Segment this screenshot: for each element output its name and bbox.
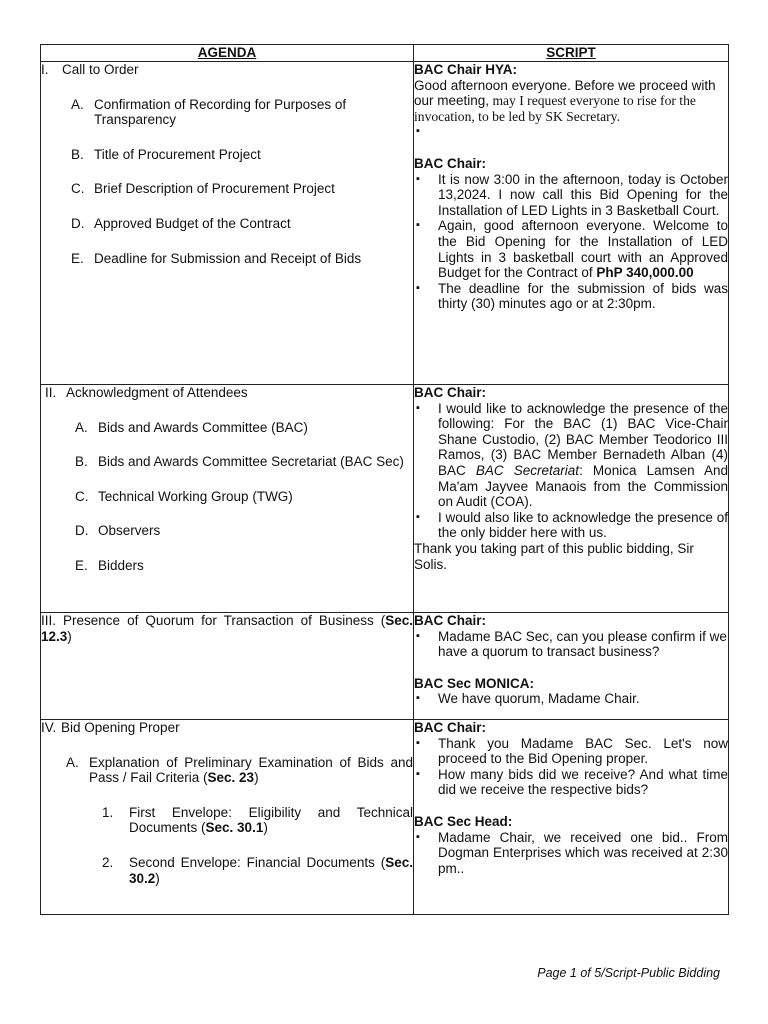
table-header-row: [41, 45, 729, 62]
item-letter: A.: [75, 419, 88, 435]
speaker-label: BAC Chair:: [414, 155, 487, 171]
script-cell: [414, 720, 729, 915]
item-text-part: Second Envelope: Financial Documents (: [129, 854, 386, 870]
script-cell: [414, 613, 729, 720]
agenda-subitem: [102, 855, 413, 886]
section-title: Bid Opening Proper: [61, 720, 180, 735]
item-text-part: ): [263, 820, 268, 836]
bullet-item: [438, 401, 728, 510]
agenda-item: [71, 147, 413, 163]
agenda-item: [71, 97, 413, 128]
item-text: Title of Procurement Project: [94, 146, 261, 162]
section-title: Call to Order: [62, 62, 139, 77]
section-number: I.: [41, 62, 49, 77]
agenda-section: [41, 613, 413, 644]
bullet-item: ▪ It is now 3:00 in the afternoon, today is October 13,2024. I now call this Bid Opening for the Installation of LED Lights in 3 Basketball Court.: [438, 172, 728, 219]
script-text: may I request everyone to rise for the invocation, to be led by SK Secretary.: [414, 93, 696, 124]
bullet-item: ▪ We have quorum, Madame Chair.: [438, 691, 728, 707]
item-text: [129, 805, 413, 836]
bullet-item: ▪ Thank you Madame BAC Sec. Let's now proceed to the Bid Opening proper.: [438, 736, 728, 767]
agenda-header: AGENDA: [41, 45, 414, 62]
item-letter: A.: [71, 96, 84, 112]
bullet-list: [414, 736, 728, 798]
budget-amount: PhP 340,000.00: [596, 265, 694, 281]
item-text: [129, 855, 413, 886]
item-letter: E.: [75, 557, 88, 573]
bullet-text: : Monica Lamsen And Ma'am Jayvee Manaois from the Commission on Audit (COA).: [438, 462, 729, 510]
bullet-list: [414, 830, 728, 877]
item-text: Observers: [98, 523, 161, 539]
speaker-label: BAC Chair:: [414, 613, 487, 628]
item-text-part: ): [155, 870, 160, 886]
section-number: IV.: [41, 720, 57, 735]
agenda-item: [71, 251, 413, 267]
item-text: Bids and Awards Committee (BAC): [98, 419, 308, 435]
bullet-list: [414, 629, 728, 660]
section-number: II.: [45, 385, 57, 400]
bullet-item: ▪ I would also like to acknowledge the presence of the only bidder here with us.: [438, 510, 728, 541]
section-title-end: ): [67, 628, 72, 644]
bullet-list: [414, 172, 728, 312]
item-text: Brief Description of Procurement Project: [94, 181, 335, 197]
section-reference: Sec. 30.2: [129, 854, 413, 886]
item-letter: B.: [75, 454, 88, 470]
table-row: [41, 62, 729, 385]
speaker-label: BAC Chair:: [414, 720, 487, 735]
section-reference: Sec. 23: [207, 770, 255, 786]
bullet-list: [414, 124, 728, 140]
item-letter: A.: [66, 754, 79, 770]
script-paragraph: Thank you taking part of this public bidding, Sir Solis.: [414, 540, 694, 572]
table-row: [41, 720, 729, 915]
section-number: III.: [41, 613, 57, 628]
empty-bullet: [438, 124, 728, 140]
item-text: Bids and Awards Committee Secretariat (BAC Sec): [98, 454, 404, 470]
section-reference: Sec. 12.3: [41, 613, 413, 644]
speaker-label: BAC Chair:: [414, 385, 487, 400]
agenda-item: [66, 755, 413, 786]
item-text: [89, 755, 413, 786]
bullet-item: ▪ Madame BAC Sec, can you please confirm if we have a quorum to transact business?: [438, 629, 728, 660]
agenda-item: [71, 181, 413, 197]
bullet-item: ▪ The deadline for the submission of bids was thirty (30) minutes ago or at 2:30pm.: [438, 281, 728, 312]
agenda-item: [75, 420, 413, 436]
item-text: Deadline for Submission and Receipt of Bids: [94, 250, 362, 266]
section-title: Presence of Quorum for Transaction of Business (: [63, 613, 386, 628]
item-text-part: First Envelope: Eligibility and Technical Documents (: [129, 804, 413, 836]
table-row: [41, 385, 729, 613]
speaker-label: BAC Sec MONICA:: [414, 675, 535, 691]
table-row: [41, 613, 729, 720]
script-cell: [414, 385, 729, 613]
item-text: Bidders: [98, 557, 144, 573]
agenda-section: [41, 720, 413, 736]
agenda-section: [45, 385, 413, 401]
speaker-label: BAC Chair HYA:: [414, 62, 518, 77]
script-header: SCRIPT: [414, 45, 729, 62]
bullet-item: [438, 218, 728, 280]
agenda-cell: [41, 613, 414, 720]
item-text-part: ): [254, 770, 259, 786]
agenda-script-table: [40, 44, 729, 915]
item-number: 1.: [102, 804, 114, 820]
item-letter: C.: [75, 488, 89, 504]
section-reference: Sec. 30.1: [205, 820, 264, 836]
bullet-text-italic: BAC Secretariat: [475, 462, 580, 478]
script-text: Good afternoon everyone. Before we proceed with our meeting,: [414, 77, 716, 109]
item-text: Technical Working Group (TWG): [98, 488, 293, 504]
bullet-list: [414, 691, 728, 707]
speaker-label: BAC Sec Head:: [414, 813, 513, 829]
agenda-item: [75, 558, 413, 574]
page-footer: Page 1 of 5/Script-Public Bidding: [537, 966, 720, 980]
bullet-list: [414, 401, 728, 541]
item-number: 2.: [102, 854, 114, 870]
agenda-cell: [41, 720, 414, 915]
script-paragraph: [414, 78, 728, 125]
item-letter: E.: [71, 250, 84, 266]
item-letter: D.: [71, 215, 85, 231]
item-text-part: Explanation of Preliminary Examination of Bids and Pass / Fail Criteria (: [89, 754, 413, 786]
agenda-item: [75, 523, 413, 539]
section-title: Acknowledgment of Attendees: [66, 385, 248, 400]
item-letter: D.: [75, 523, 89, 539]
item-text: Confirmation of Recording for Purposes of Transparency: [94, 96, 347, 128]
item-letter: C.: [71, 181, 85, 197]
item-letter: B.: [71, 146, 84, 162]
agenda-item: [71, 216, 413, 232]
bullet-text: I would like to acknowledge the presence of the following: For the BAC (1) BAC Vice-Chair Shane Custodio, (2) BAC Member Teodorico III Ramos, (3) BAC Member Bernadeth Alban (4) BAC: [438, 400, 728, 478]
script-cell: [414, 62, 729, 385]
agenda-subitem: [102, 805, 413, 836]
agenda-cell: [41, 385, 414, 613]
agenda-item: [75, 489, 413, 505]
bullet-item: ▪ Madame Chair, we received one bid.. From Dogman Enterprises which was received at 2:30 pm..: [438, 830, 728, 877]
bullet-text: Again, good afternoon everyone. Welcome to the Bid Opening for the Installation of LED Lights in 3 basketball court with an Approved Budget for the Contract of: [438, 218, 728, 281]
agenda-cell: [41, 62, 414, 385]
bullet-item: ▪ How many bids did we receive? And what time did we receive the respective bids?: [438, 767, 728, 798]
agenda-item: [75, 454, 413, 470]
item-text: Approved Budget of the Contract: [94, 215, 291, 231]
agenda-section: [41, 62, 413, 78]
